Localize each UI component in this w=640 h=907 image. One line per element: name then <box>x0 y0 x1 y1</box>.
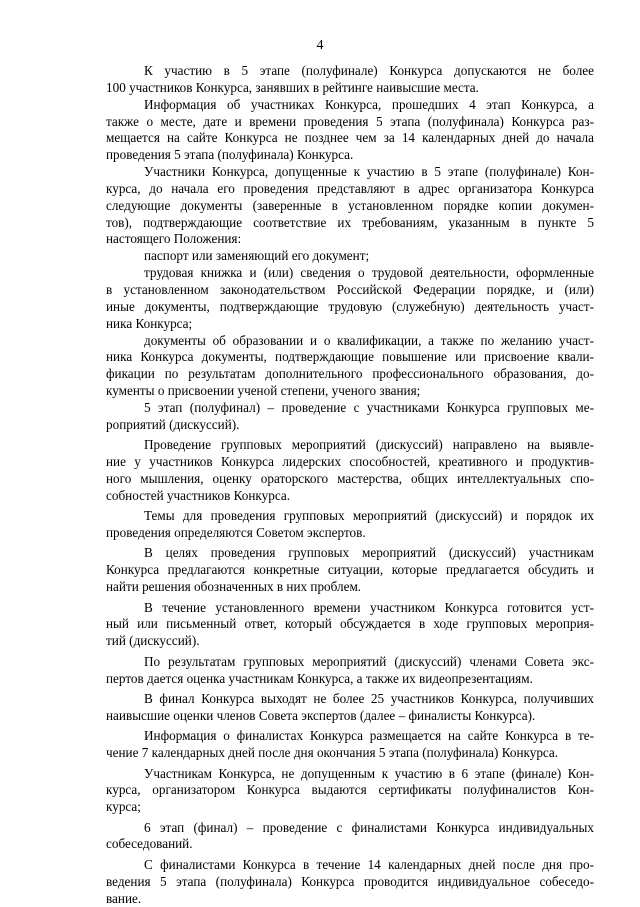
paragraph-line: проведения 5 этапа (полуфинала) Конкурса. <box>106 147 354 163</box>
paragraph-line: ведения 5 этапа (полуфинала) Конкурса проводится индивидуальное собеседо- <box>106 873 594 889</box>
paragraph-line: В целях проведения групповых мероприятий (дискуссий) участникам <box>144 545 594 561</box>
paragraph <box>106 766 594 817</box>
paragraph-line: собностей участников Конкурса. <box>106 487 290 503</box>
paragraph-line: чение 7 календарных дней после дня окончания 5 этапа (полуфинала) Конкурса. <box>106 745 559 761</box>
paragraph-line: 5 этап (полуфинал) – проведение с участниками Конкурса групповых ме- <box>144 399 594 415</box>
paragraph-line: ный или письменный ответ, который обсуждается в ходе групповых мероприя- <box>106 616 594 632</box>
paragraph-line: курса; <box>106 799 141 815</box>
paragraph-line: Темы для проведения групповых мероприятий (дискуссий) и порядок их <box>144 508 594 524</box>
paragraph <box>106 508 594 542</box>
paragraph-line: настоящего Положения: <box>106 231 242 247</box>
paragraph-line: В течение установленного времени участником Конкурса готовится уст- <box>144 599 594 615</box>
paragraph-line: тов), подтверждающие соответствие их требованиям, указанным в пункте 5 <box>106 214 594 230</box>
paragraph-line: ника Конкурса документы, подтверждающие повышение или присвоение квали- <box>106 349 594 365</box>
paragraph-line: ника Конкурса; <box>106 315 193 331</box>
paragraph-line: документы об образовании и о квалификации, а также по желанию участ- <box>144 332 594 348</box>
paragraph-line: в установленном законодательством Российской Федерации порядке, и (или) <box>106 281 594 297</box>
paragraph-line: пертов дается оценка участникам Конкурса, а также их видеопрезентациям. <box>106 670 533 686</box>
paragraph-line: К участию в 5 этапе (полуфинале) Конкурса допускаются не более <box>144 63 594 78</box>
paragraph-line: мещается на сайте Конкурса не позднее чем за 14 календарных дней до начала <box>106 130 594 146</box>
paragraph <box>106 820 594 854</box>
paragraph <box>106 437 594 504</box>
paragraph-line: трудовая книжка и (или) сведения о трудовой деятельности, оформленные <box>144 265 594 281</box>
paragraph-line: Участникам Конкурса, не допущенным к участию в 6 этапе (финале) Кон- <box>144 765 594 781</box>
paragraph-line: В финал Конкурса выходят не более 25 участников Конкурса, получивших <box>144 690 594 706</box>
paragraph-line: ного мышления, оценку ораторского мастерства, общих интеллектуальных спо- <box>106 470 594 486</box>
paragraph-line: Участники Конкурса, допущенные к участию в 5 этапе (полуфинале) Кон- <box>144 164 594 180</box>
paragraph-line: тий (дискуссий). <box>106 633 200 649</box>
page-number: 4 <box>316 38 324 53</box>
paragraph-line: собеседований. <box>106 836 193 852</box>
paragraph-line: Информация об участниках Конкурса, прошедших 4 этап Конкурса, а <box>144 96 594 112</box>
paragraph-line: Конкурса предлагаются конкретные ситуации, которые предлагается обсудить и <box>106 562 594 578</box>
paragraph-line: курса, до начала его проведения представляют в адрес организатора Конкурса <box>106 180 594 196</box>
paragraph <box>106 164 594 248</box>
paragraph <box>106 97 594 164</box>
paragraph-line: роприятий (дискуссий). <box>106 416 240 432</box>
paragraph <box>106 600 594 651</box>
paragraph-line: По результатам групповых мероприятий (дискуссий) членами Совета экс- <box>144 653 594 669</box>
paragraph <box>106 63 594 97</box>
paragraph <box>106 265 594 332</box>
paragraph-line: вание. <box>106 890 142 906</box>
paragraph <box>106 333 594 400</box>
paragraph-line: найти решения обозначенных в них проблем. <box>106 579 362 595</box>
paragraph-line: ние у участников Конкурса лидерских способностей, креативного и продуктив- <box>106 454 594 469</box>
paragraph-line: курса, организатором Конкурса выдаются сертификаты полуфиналистов Кон- <box>106 782 594 798</box>
paragraph-line: наивысшие оценки членов Совета экспертов (далее – финалисты Конкурса). <box>106 707 536 723</box>
paragraph <box>106 691 594 725</box>
paragraph <box>106 728 594 762</box>
paragraph-line: С финалистами Конкурса в течение 14 календарных дней после дня про- <box>144 856 594 872</box>
paragraph-line: Проведение групповых мероприятий (дискуссий) направлено на выявле- <box>144 437 594 453</box>
paragraph-line: паспорт или заменяющий его документ; <box>144 248 370 264</box>
paragraph-line: кументы о присвоении ученой степени, ученого звания; <box>106 383 421 399</box>
paragraph <box>106 857 594 907</box>
paragraph <box>106 400 594 434</box>
document-body <box>106 63 594 907</box>
paragraph <box>106 545 594 596</box>
paragraph-line: фикации по результатам дополнительного профессионального образования, до- <box>106 366 594 382</box>
paragraph-line: также о месте, дате и времени проведения 5 этапа (полуфинала) Конкурса раз- <box>106 113 594 129</box>
paragraph-line: 100 участников Конкурса, занявших в рейтинге наивысшие места. <box>106 79 479 95</box>
paragraph-line: проведения определяются Советом экспертов. <box>106 524 366 540</box>
paragraph-line: 6 этап (финал) – проведение с финалистами Конкурса индивидуальных <box>144 819 594 835</box>
paragraph <box>106 248 594 265</box>
paragraph-line: Информация о финалистах Конкурса размещается на сайте Конкурса в те- <box>144 728 594 744</box>
paragraph-line: следующие документы (заверенные в установленном порядке копии докумен- <box>106 197 594 213</box>
paragraph <box>106 654 594 688</box>
paragraph-line: иные документы, подтверждающие трудовую (служебную) деятельность участ- <box>106 298 594 314</box>
